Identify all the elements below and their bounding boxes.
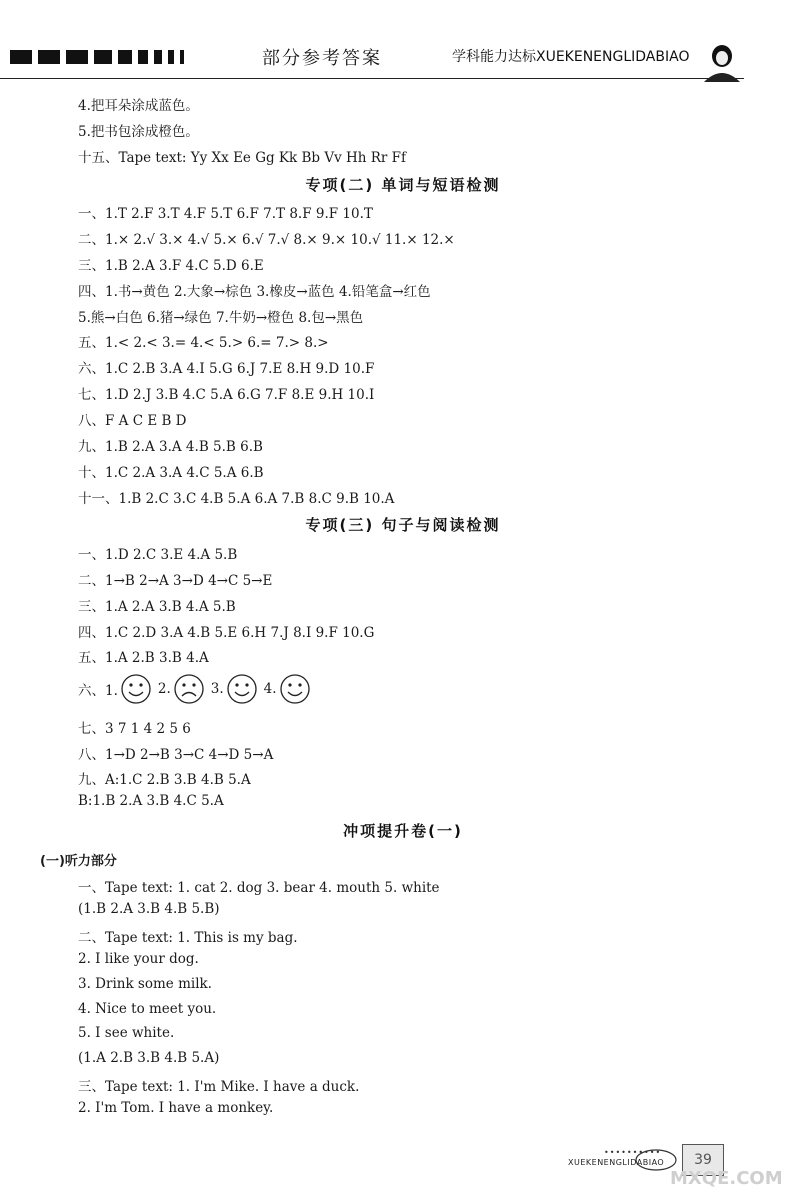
footer-dots: •••••••••• bbox=[604, 1148, 662, 1157]
header-title: 部分参考答案 bbox=[262, 48, 382, 69]
answer-line: 三、1.A 2.A 3.B 4.A 5.B bbox=[78, 599, 236, 615]
answer-line: (1.B 2.A 3.B 4.B 5.B) bbox=[78, 901, 220, 917]
answer-line: 5. I see white. bbox=[78, 1025, 175, 1041]
answer-line: (1.A 2.B 3.B 4.B 5.A) bbox=[78, 1050, 220, 1066]
answer-line: 五、1.A 2.B 3.B 4.A bbox=[78, 650, 209, 666]
subsection-title: (一)听力部分 bbox=[40, 854, 117, 869]
answer-line: 5.把书包涂成橙色。 bbox=[78, 124, 199, 140]
section-title: 专项(二) 单词与短语检测 bbox=[305, 176, 501, 194]
answer-line: 六、1.C 2.B 3.A 4.I 5.G 6.J 7.E 8.H 9.D 10.F bbox=[78, 361, 375, 377]
faces-answer-row bbox=[78, 672, 317, 706]
answer-line: 九、A:1.C 2.B 3.B 4.B 5.A bbox=[78, 772, 251, 788]
answer-line: 5.熊→白色 6.猪→绿色 7.牛奶→橙色 8.包→黑色 bbox=[78, 310, 364, 326]
faces-label: 2. bbox=[157, 681, 171, 697]
answer-line: 一、1.D 2.C 3.E 4.A 5.B bbox=[78, 547, 238, 563]
answer-line: 四、1.C 2.D 3.A 4.B 5.E 6.H 7.J 8.I 9.F 10.G bbox=[78, 625, 375, 641]
happy-face-icon bbox=[226, 673, 258, 705]
answer-line: 九、1.B 2.A 3.A 4.B 5.B 6.B bbox=[78, 439, 263, 455]
answer-line: 十五、Tape text: Yy Xx Ee Gg Kk Bb Vv Hh Rr Ff bbox=[78, 150, 407, 166]
answer-line: 4. Nice to meet you. bbox=[78, 1001, 217, 1017]
answer-line: 二、1→B 2→A 3→D 4→C 5→E bbox=[78, 573, 273, 589]
answer-line: 十一、1.B 2.C 3.C 4.B 5.A 6.A 7.B 8.C 9.B 10.A bbox=[78, 491, 395, 507]
answer-line: 3. Drink some milk. bbox=[78, 976, 212, 992]
header-decoration-blocks bbox=[10, 50, 184, 64]
page-header bbox=[0, 38, 806, 84]
section-title: 冲项提升卷(一) bbox=[343, 822, 463, 840]
answer-line: 三、Tape text: 1. I'm Mike. I have a duck. bbox=[78, 1079, 360, 1095]
answer-line: 一、Tape text: 1. cat 2. dog 3. bear 4. mouth 5. white bbox=[78, 880, 440, 896]
answer-line: 三、1.B 2.A 3.F 4.C 5.D 6.E bbox=[78, 258, 264, 274]
faces-prefix: 六、1. bbox=[78, 683, 118, 699]
faces-label: 3. bbox=[210, 681, 224, 697]
answer-line: 十、1.C 2.A 3.A 4.C 5.A 6.B bbox=[78, 465, 264, 481]
student-portrait-icon bbox=[700, 42, 744, 82]
section-title: 专项(三) 句子与阅读检测 bbox=[305, 516, 501, 534]
answer-line: 四、1.书→黄色 2.大象→棕色 3.橡皮→蓝色 4.铅笔盒→红色 bbox=[78, 284, 431, 300]
answer-line: 五、1.< 2.< 3.= 4.< 5.> 6.= 7.> 8.> bbox=[78, 335, 329, 351]
happy-face-icon bbox=[120, 673, 152, 705]
sad-face-icon bbox=[173, 673, 205, 705]
answer-line: 七、1.D 2.J 3.B 4.C 5.A 6.G 7.F 8.E 9.H 10.I bbox=[78, 387, 375, 403]
footer-brand: XUEKENENGLIDABIAO bbox=[568, 1158, 665, 1167]
answer-line: 八、1→D 2→B 3→C 4→D 5→A bbox=[78, 747, 274, 763]
answer-line: 二、Tape text: 1. This is my bag. bbox=[78, 930, 298, 946]
answer-line: 八、F A C E B D bbox=[78, 413, 187, 429]
happy-face-icon bbox=[279, 673, 311, 705]
answer-line: 4.把耳朵涂成蓝色。 bbox=[78, 98, 199, 114]
header-rule bbox=[0, 78, 744, 79]
faces-label: 4. bbox=[263, 681, 277, 697]
header-brand: 学科能力达标XUEKENENGLIDABIAO bbox=[452, 49, 690, 65]
watermark: MXQE.COM bbox=[670, 1168, 783, 1189]
answer-line: 2. I like your dog. bbox=[78, 951, 199, 967]
answer-line: B:1.B 2.A 3.B 4.C 5.A bbox=[78, 793, 224, 809]
answer-line: 七、3 7 1 4 2 5 6 bbox=[78, 721, 191, 737]
answer-line: 一、1.T 2.F 3.T 4.F 5.T 6.F 7.T 8.F 9.F 10.T bbox=[78, 206, 373, 222]
page-number: 39 bbox=[682, 1144, 724, 1176]
answer-line: 2. I'm Tom. I have a monkey. bbox=[78, 1100, 274, 1116]
answer-line: 二、1.× 2.√ 3.× 4.√ 5.× 6.√ 7.√ 8.× 9.× 10.√ 11.× 12.× bbox=[78, 232, 455, 248]
